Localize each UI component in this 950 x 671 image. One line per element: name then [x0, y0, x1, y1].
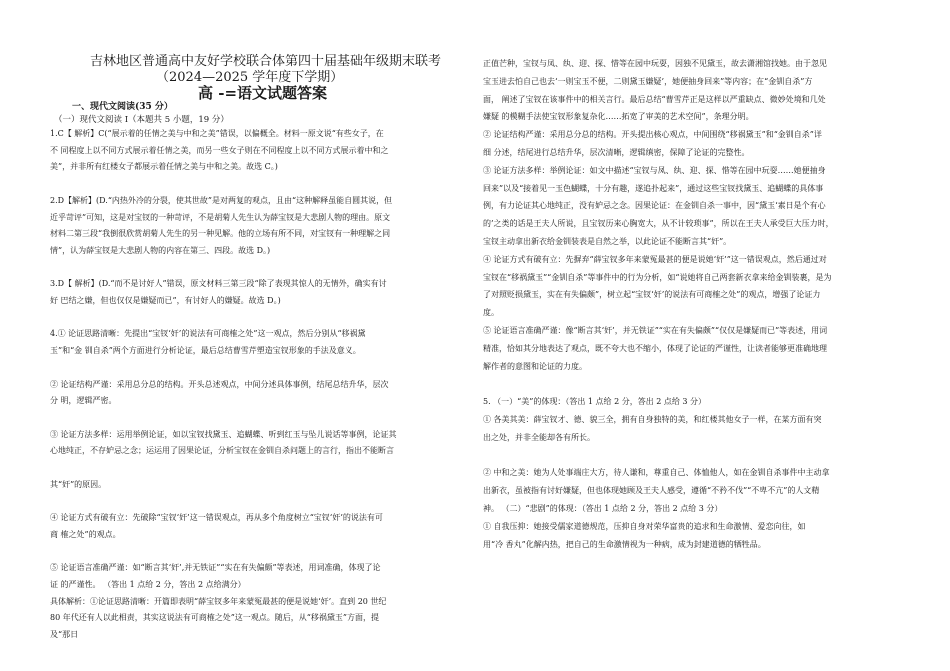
text-line: 例，有力论证其心地纯正，没有妒忌之念。因果论证：在金钏自杀一事中，因“黛玉‘素日是个有心	[483, 201, 826, 211]
text-line: ① 各美其美：薛宝钗才、德、貌三全，拥有自身独特的美，和红楼其他女子一样，在某方面有突	[483, 415, 822, 424]
text-line: 宝钗在“移祸黛玉”“金钏自杀”等事件中的行为分析，如“说她将自己两套新衣拿来给金钏装裹，是为	[483, 272, 832, 282]
text-line: 近乎苛评”可知，这是对宝钗的一种苛评，不是胡菊人先生认为薛宝钗是大悲剧人物的理由。原文	[50, 212, 391, 222]
text-line: 不 同程度上以不同方式展示着任情之美，而另一些女子则在不同程度上以不同方式展示着中和之	[50, 145, 389, 155]
text-line: ② 中和之美：她为人处事端庄大方，待人谦和，尊重自己、体恤他人，如在金钏自杀事件中主动拿	[483, 468, 830, 478]
text-line: 1.C【 解析】C(“展示着的任情之美与中和之美”错误，以偏概全。材料一原文说“有些女子，在	[50, 129, 384, 138]
text-line: 嫌疑 的模糊手法使宝钗形象复杂化……拓宽了审美的艺术空间”，条理分明。	[483, 112, 754, 122]
text-line: 宝钗主动拿出新衣给金钏装表是自然之举，以此论证不能断言其“奸”。	[483, 237, 732, 246]
text-line: ③ 论证方法多样：运用举例论证，如以宝钗找黛玉、追蝴蝶、听到红玉与坠儿说话等事例，论证其	[50, 429, 397, 439]
text-line: 宝玉进去怕自己也去‘一则宝玉不便，二则黛玉嫌疑’，她便抽身回来”等内容；在“金钏自杀”方	[483, 76, 813, 86]
text-line: 的’之类的话是王夫人所说，且宝钗历来心胸宽大，从不计较琐事”，所以在王夫人承受巨大压力时，	[483, 219, 834, 229]
text-line: 美”，并非所有红楼女子都展示着任情之美与中和之美。故选 C。)	[50, 162, 278, 172]
text-line: 了对照贬损黛玉，实在有失偏颇”，树立起“宝钗‘奸’的说法有可商榷之处”的观点，增强了论证力	[483, 290, 821, 300]
text-line: 度。	[483, 308, 499, 318]
text-line: 好 巴结之嫌，但也仅仅是嫌疑而已”，有讨好人的嫌疑。故选 D。)	[50, 296, 281, 305]
text-line: ⑤ 论证语言准确严谨：像“断言其‘奸’，并无铁证”“实在有失偏颇”“仅仅是嫌疑而已”等表述，用词	[483, 326, 828, 335]
text-line: 用“冷 香丸”化解内热，把自己的生命激情视为一种病，成为封建道德的牺牲品。	[483, 539, 766, 549]
text-line: 其“奸”的原因。	[50, 479, 107, 489]
text-line: 出之处，并非全能却各有所长。	[483, 432, 595, 442]
text-line: 4.① 论证思路清晰：先提出“宝钗‘奸’的说法有可商榷之处”这一观点，然后分别从“移祸黛	[50, 329, 366, 339]
text-line: ③ 论证方法多样：举例论证：如文中描述“宝钗与凤、纨、迎、探、惜等在园中玩耍……她便抽身	[483, 165, 826, 175]
section-subheading: （一）现代文阅读 I（本题共 5 小题，19 分）	[54, 115, 229, 125]
exam-term: （2024—2025 学年度下学期）	[156, 70, 344, 85]
text-line: 正值芒种，宝钗与凤、纨、迎、探、惜等在园中玩耍，因独不见黛玉，故去潇湘馆找她。由于忽见	[483, 59, 827, 68]
text-line: ② 论证结构严谨：采用总分总的结构。开头提出核心观点，中间围绕“移祸黛玉”和“金钏自杀”详	[483, 130, 822, 140]
text-line: 2.D【解析】(D.“内热外冷的分裂，使其世故”是对两复的观点，且由“这种解释虽能自圆其说，但	[50, 195, 393, 205]
text-line: 出新衣，虽被指有讨好嫌疑，但也体现她顾及王夫人感受，遵循“不矜不伐”“不卑不亢”的人文精	[483, 486, 820, 496]
text-line: 具体解析：①论证思路清晰：开篇即表明“薛宝钗多年来蒙冤最甚的便是说她‘奸’。直到 20 世纪	[50, 596, 387, 606]
page-title: 高 -=语文试题答案	[198, 84, 328, 102]
text-line: 解作者的意图和论证的力度。	[483, 361, 587, 371]
text-line: ④ 论证方式有破有立：先摒弃“薛宝钗多年来蒙冤最甚的便是说她‘奸’”这一错误观点，然后通过对	[483, 254, 827, 264]
text-line: 细 分述，结尾进行总结升华，层次清晰，逻辑缜密，保障了论证的完整性。	[483, 148, 750, 157]
text-line: ⑤ 论证语言准确严谨：如“断言其‘奸’,并无铁证”“实在有失偏颇”等表述，用词准确，体现了论	[50, 563, 381, 573]
text-line: 玉”和“金 钏自杀”两个方面进行分析论证，最后总结曹雪芹塑造宝钗形象的手法及意义。	[50, 346, 361, 356]
text-line: ② 论证结构严谨：采用总分总的结构。开头总述观点，中间分述具体事例，结尾总结升华，层次	[50, 379, 389, 389]
text-line: 及“那日	[50, 630, 79, 639]
text-line: 面， 阐述了宝钗在该事件中的相关言行。最后总结“曹雪芹正是这样以严重缺点、微妙处境和几处	[483, 94, 826, 104]
text-line: ④ 论证方式有破有立：先破除“宝钗‘奸’这一错误观点，再从多个角度树立“宝钗‘奸’的说法有可	[50, 513, 383, 523]
section-heading: 一、现代文阅读(35 分）	[72, 102, 173, 112]
text-line: 80 年代还有人以此相责，其实这说法有可商榷之处”这一观点。随后，从“移祸黛玉”方面，提	[50, 613, 379, 623]
text-line: 分 明，逻辑严密。	[50, 396, 117, 406]
text-line: 材料二第三段“我倒很欣赏胡菊人先生的另一种见解。他的立场有所不同，对宝钗有一种理解之同	[50, 229, 391, 239]
text-line: 情”，认为薛宝钗是大悲剧人物的内容在第三、四段。故选 D。)	[50, 245, 271, 255]
text-line: 商 榷之处”的观点。	[50, 529, 121, 539]
text-line: 神。 （二）“悲剧”的体现：（答出 1 点给 2 分，答出 2 点给 3 分）	[483, 504, 723, 513]
text-line: ① 自我压抑：她接受儒家道德规范，压抑自身对荣华富贵的追求和生命激情、爱恋向往，如	[483, 521, 806, 531]
text-line: 回来”以及“接着见一玉色蝴蝶，十分有趣，遂追扑起来”，通过这些宝钗找黛玉、追蝴蝶的具体事	[483, 183, 824, 193]
text-line: 证 的严谨性。 （答出 1 点给 2 分，答出 2 点给满分）	[50, 579, 246, 589]
text-line: 5. （一）“美”的体现：（答出 1 点给 2 分，答出 2 点给 3 分）	[483, 397, 707, 407]
exam-title: 吉林地区普通高中友好学校联合体第四十届基础年级期末联考	[90, 54, 442, 69]
text-line: 精准，恰如其分地表达了观点，既不夸大也不缩小，体现了论证的严谨性，让读者能够更准确地理	[483, 343, 827, 353]
text-line: 3.D【 解析】(D.“而不是讨好人”错误，原文材料三第三段“除了表现其惊人的无情外，确实有讨	[50, 279, 387, 289]
text-line: 心地纯正，不存妒忌之念；运运用了因果论证，分析宝钗在金钏自杀问题上的言行，指出不能断言	[50, 446, 394, 456]
